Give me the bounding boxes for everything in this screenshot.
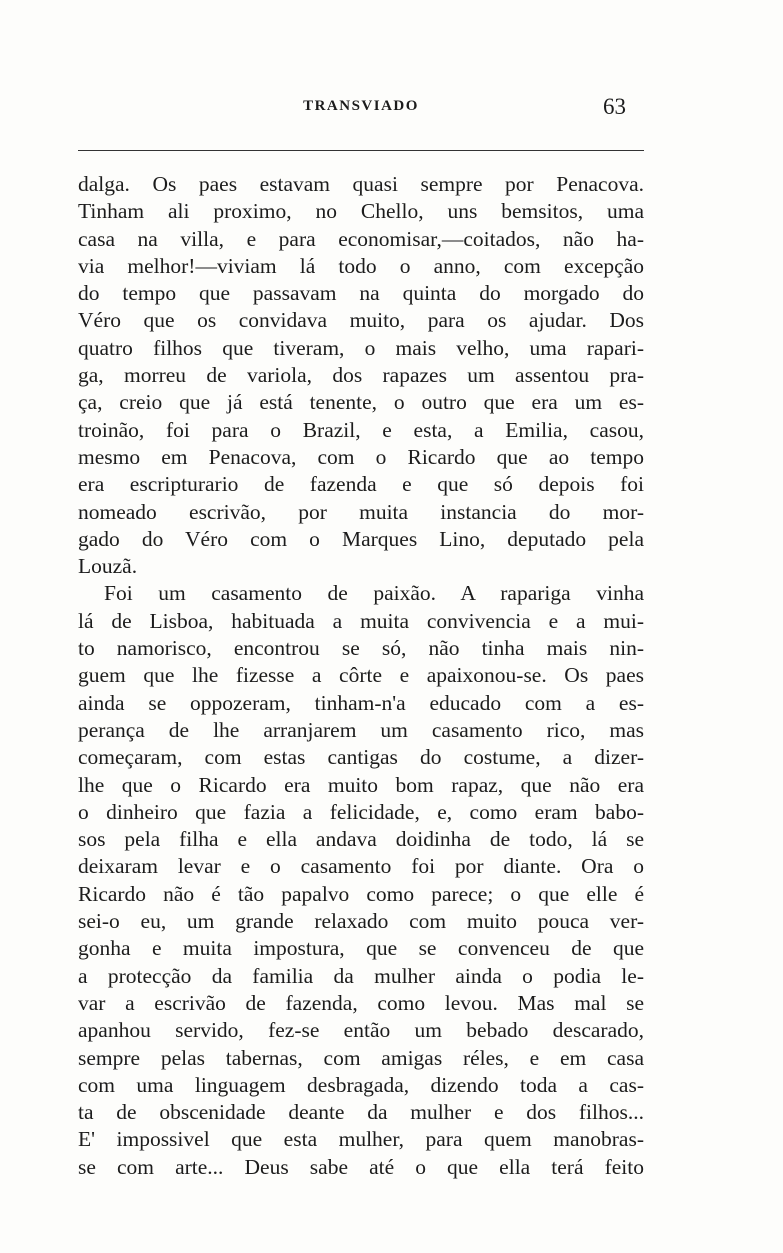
text-line: var a escrivão de fazenda, como levou. Mas mal se [78, 990, 644, 1015]
text-line: sei-o eu, um grande relaxado com muito pouca ver- [78, 909, 644, 934]
text-line: Louzã. [78, 554, 138, 579]
text-line: o dinheiro que fazia a felicidade, e, como eram babo- [78, 799, 644, 824]
text-line: do tempo que passavam na quinta do morgado do [78, 281, 644, 306]
text-line: gonha e muita impostura, que se convenceu de que [78, 936, 644, 961]
text-line: deixaram levar e o casamento foi por diante. Ora o [78, 854, 644, 879]
text-line: casa na villa, e para economisar,—coitados, não ha- [78, 226, 644, 251]
text-line: quatro filhos que tiveram, o mais velho, uma rapari- [78, 335, 644, 360]
text-line: sos pela filha e ella andava doidinha de todo, lá se [78, 827, 644, 852]
text-line: via melhor!—viviam lá todo o anno, com excepção [78, 253, 644, 278]
text-line: sempre pelas tabernas, com amigas réles, e em casa [78, 1045, 644, 1070]
running-title: TRANSVIADO [303, 98, 419, 114]
header-rule [78, 150, 644, 151]
text-line: lá de Lisboa, habituada a muita convivencia e a mui- [78, 608, 644, 633]
running-head [78, 96, 644, 124]
text-line: Foi um casamento de paixão. A rapariga vinha [104, 581, 644, 606]
text-line: era escripturario de fazenda e que só depois foi [78, 472, 644, 497]
text-line: guem que lhe fizesse a côrte e apaixonou-se. Os paes [78, 663, 644, 688]
text-line: Ricardo não é tão papalvo como parece; o que elle é [78, 881, 644, 906]
text-line: dalga. Os paes estavam quasi sempre por Penacova. [78, 172, 644, 196]
text-line: apanhou servido, fez-se então um bebado descarado, [78, 1018, 644, 1043]
text-line: E' impossivel que esta mulher, para quem manobras- [78, 1127, 644, 1152]
text-line: ga, morreu de variola, dos rapazes um assentou pra- [78, 363, 644, 388]
text-line: troinão, foi para o Brazil, e esta, a Emilia, casou, [78, 417, 644, 442]
text-line: Véro que os convidava muito, para os ajudar. Dos [78, 308, 644, 333]
text-line: começaram, com estas cantigas do costume, a dizer- [78, 745, 644, 770]
text-line: Tinham ali proximo, no Chello, uns bemsitos, uma [78, 199, 644, 224]
text-line: ça, creio que já está tenente, o outro que era um es- [78, 390, 644, 415]
text-line: perança de lhe arranjarem um casamento rico, mas [78, 717, 644, 742]
text-line: ainda se oppozeram, tinham-n'a educado com a es- [78, 690, 644, 715]
text-line: to namorisco, encontrou se só, não tinha mais nin- [78, 636, 644, 661]
text-line: com uma linguagem desbragada, dizendo toda a cas- [78, 1072, 644, 1097]
text-line: lhe que o Ricardo era muito bom rapaz, que não era [78, 772, 644, 797]
body-text [78, 171, 644, 1181]
text-line: mesmo em Penacova, com o Ricardo que ao tempo [78, 444, 644, 469]
text-line: gado do Véro com o Marques Lino, deputado pela [78, 526, 644, 551]
text-line: nomeado escrivão, por muita instancia do mor- [78, 499, 644, 524]
page-number: 63 [603, 94, 626, 119]
text-line: ta de obscenidade deante da mulher e dos filhos... [78, 1100, 644, 1125]
text-line: a protecção da familia da mulher ainda o podia le- [78, 963, 644, 988]
text-line: se com arte... Deus sabe até o que ella terá feito [78, 1154, 644, 1179]
